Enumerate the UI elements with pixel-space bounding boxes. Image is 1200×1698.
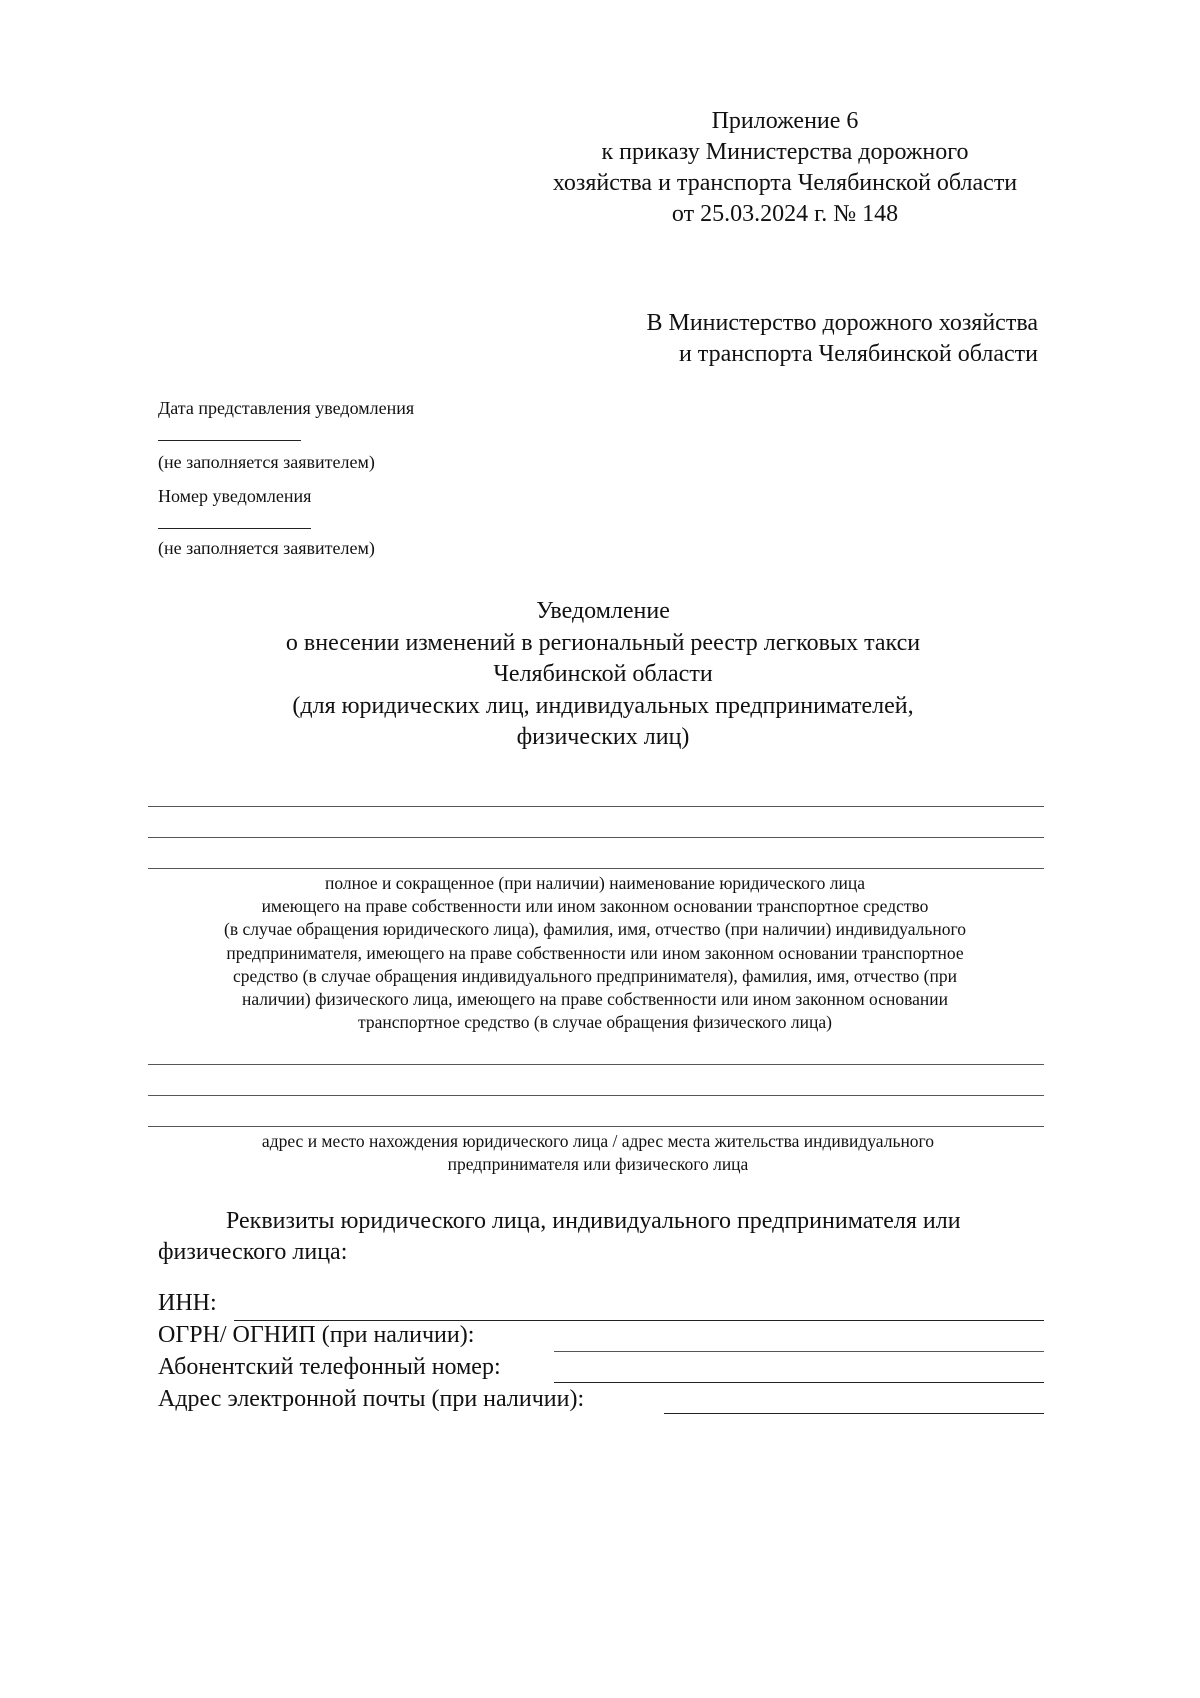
not-filled-note-2: (не заполняется заявителем)	[158, 538, 375, 558]
name-caption-line: имеющего на праве собственности или ином законном основании транспортное средство	[261, 896, 929, 917]
ogrn-label: ОГРН/ ОГНИП (при наличии):	[158, 1322, 475, 1348]
address-caption-line: предпринимателя или физического лица	[447, 1154, 749, 1175]
requisites-heading	[158, 1206, 1038, 1268]
appendix-order-ref: к приказу Министерства дорожного	[601, 139, 969, 165]
address-caption-line: адрес и место нахождения юридического лица / адрес места жительства индивидуального	[261, 1131, 935, 1151]
address-field-line-3	[148, 1126, 1044, 1127]
appendix-number: Приложение 6	[711, 108, 859, 134]
inn-label: ИНН:	[158, 1290, 217, 1316]
addressee	[560, 308, 1038, 370]
name-caption-line: предпринимателя, имеющего на праве собственности или ином законном основании транспортное	[226, 942, 964, 963]
title-heading: Уведомление	[536, 598, 670, 624]
requisites-heading-line-2: физического лица:	[158, 1239, 348, 1265]
address-field-line-1	[148, 1064, 1044, 1065]
title-region: Челябинской области	[493, 661, 713, 687]
phone-label: Абонентский телефонный номер:	[158, 1354, 501, 1380]
notice-number-label: Номер уведомления	[158, 486, 312, 506]
not-filled-note-1: (не заполняется заявителем)	[158, 452, 375, 472]
name-field-line-2	[148, 837, 1044, 838]
appendix-date: от 25.03.2024 г. № 148	[671, 201, 899, 227]
submission-date-label: Дата представления уведомления	[158, 398, 415, 418]
title-subject: о внесении изменений в региональный реестр легковых такси	[285, 629, 921, 656]
appendix-header	[530, 106, 1040, 230]
submission-date-field	[158, 440, 301, 441]
name-field-line-1	[148, 806, 1044, 807]
email-label: Адрес электронной почты (при наличии):	[158, 1386, 585, 1412]
name-field-caption	[150, 872, 1040, 1034]
notice-number-field	[158, 528, 311, 529]
name-caption-line: средство (в случае обращения индивидуального предпринимателя), фамилия, имя, отчество (при	[233, 965, 957, 986]
title-audience-cont: физических лиц)	[516, 724, 690, 750]
name-caption-line: (в случае обращения юридического лица), фамилия, имя, отчество (при наличии) индивидуального	[224, 919, 966, 940]
name-caption-line: наличии) физического лица, имеющего на праве собственности или ином законном основании	[241, 989, 949, 1010]
name-caption-line: полное и сокращенное (при наличии) наименование юридического лица	[324, 873, 866, 893]
email-field[interactable]	[664, 1413, 1044, 1414]
name-caption-line: транспортное средство (в случае обращения физического лица)	[358, 1012, 832, 1033]
requisites-heading-line-1: Реквизиты юридического лица, индивидуального предпринимателя или	[226, 1208, 961, 1234]
name-field-line-3	[148, 868, 1044, 869]
title-audience: (для юридических лиц, индивидуальных предпринимателей,	[292, 692, 914, 719]
address-field-line-2	[148, 1095, 1044, 1096]
ogrn-field[interactable]	[554, 1351, 1044, 1352]
addressee-line-1: В Министерство дорожного хозяйства	[646, 310, 1038, 336]
address-field-caption	[150, 1130, 1046, 1176]
addressee-line-2: и транспорта Челябинской области	[678, 341, 1038, 367]
document-title	[150, 596, 1056, 754]
inn-field[interactable]	[234, 1320, 1044, 1321]
phone-field[interactable]	[554, 1382, 1044, 1383]
appendix-ministry: хозяйства и транспорта Челябинской области	[552, 170, 1018, 196]
